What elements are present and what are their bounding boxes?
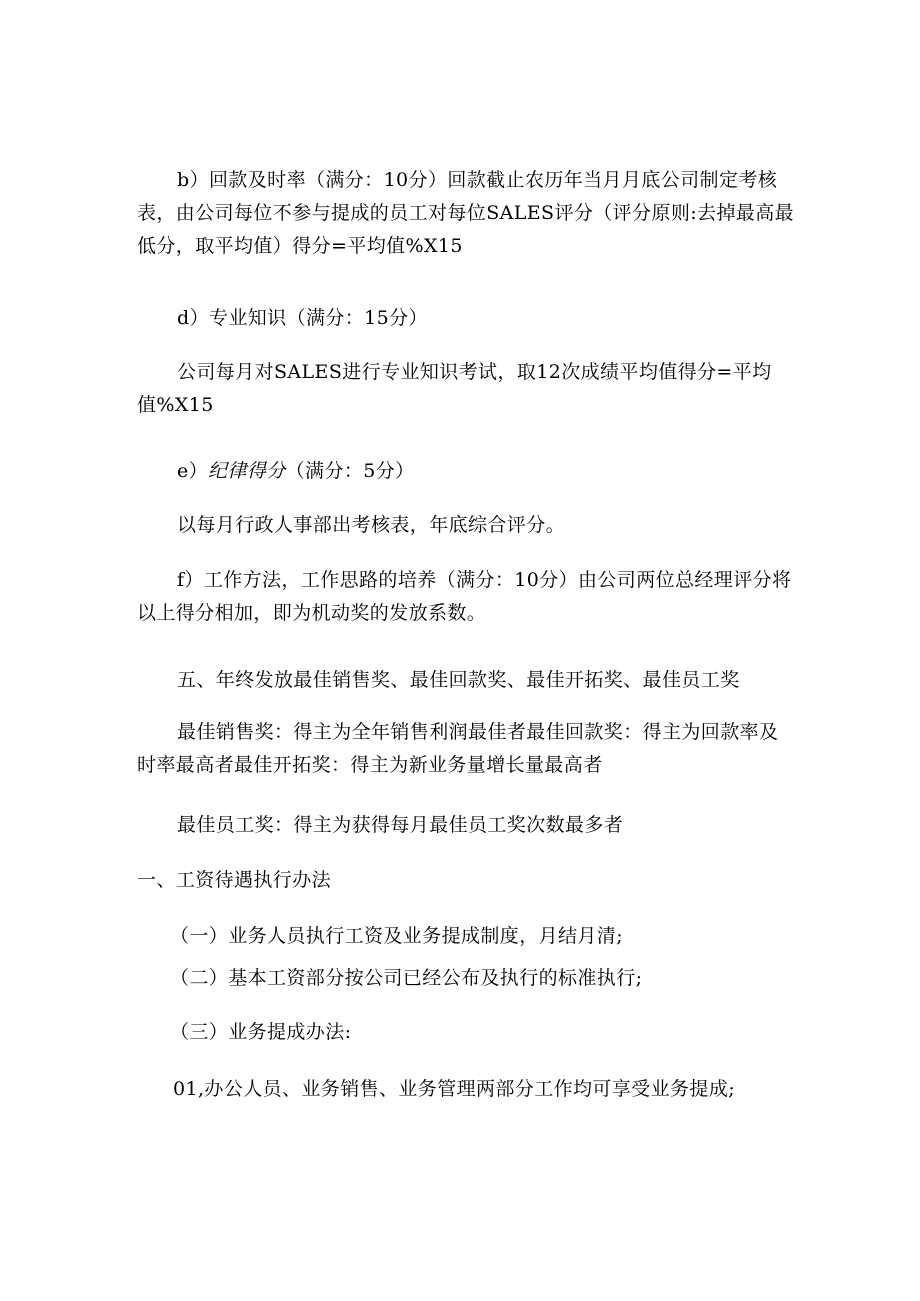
heading-salary-method: 一、工资待遇执行办法 <box>137 869 332 891</box>
list-item-2: （二）基本工资部分按公司已经公布及执行的标准执行; <box>170 967 643 989</box>
paragraph-award-criteria: 最佳销售奖：得主为全年销售利润最佳者最佳回款奖：得主为回款率及时率最高者最佳开拓奖：得主为新业务量增长量最高者 <box>137 721 779 776</box>
discipline-suffix: （满分：5分） <box>285 460 415 482</box>
paragraph-professional-knowledge-body: 公司每月对SALES进行专业知识考试，取12次成绩平均值得分=平均值%X15 <box>137 361 772 416</box>
paragraph-best-employee: 最佳员工奖：得主为获得每月最佳员工奖次数最多者 <box>177 814 624 836</box>
paragraph-discipline-title <box>137 455 797 488</box>
heading-year-end-awards: 五、年终发放最佳销售奖、最佳回款奖、最佳开拓奖、最佳员工奖 <box>177 669 740 691</box>
discipline-prefix: e） <box>177 460 209 482</box>
list-item-01: 01,办公人员、业务销售、业务管理两部分工作均可享受业务提成; <box>173 1078 736 1100</box>
paragraph-discipline-body: 以每月行政人事部出考核表，年底综合评分。 <box>177 514 566 536</box>
paragraph-professional-knowledge-title: d）专业知识（满分：15分） <box>177 307 428 329</box>
discipline-italic-label: 纪律得分 <box>208 460 286 482</box>
list-item-3: （三）业务提成办法: <box>170 1021 352 1043</box>
paragraph-payment-timeliness: b）回款及时率（满分：10分）回款截止农历年当月月底公司制定考核表，由公司每位不参与提成的员工对每位SALES评分（评分原则:去掉最高最低分，取平均值）得分=平均值%X15 <box>137 169 795 257</box>
paragraph-work-method: f）工作方法，工作思路的培养（满分：10分）由公司两位总经理评分将以上得分相加，即为机动奖的发放系数。 <box>137 569 792 624</box>
list-item-1: （一）业务人员执行工资及业务提成制度，月结月清; <box>170 925 624 947</box>
